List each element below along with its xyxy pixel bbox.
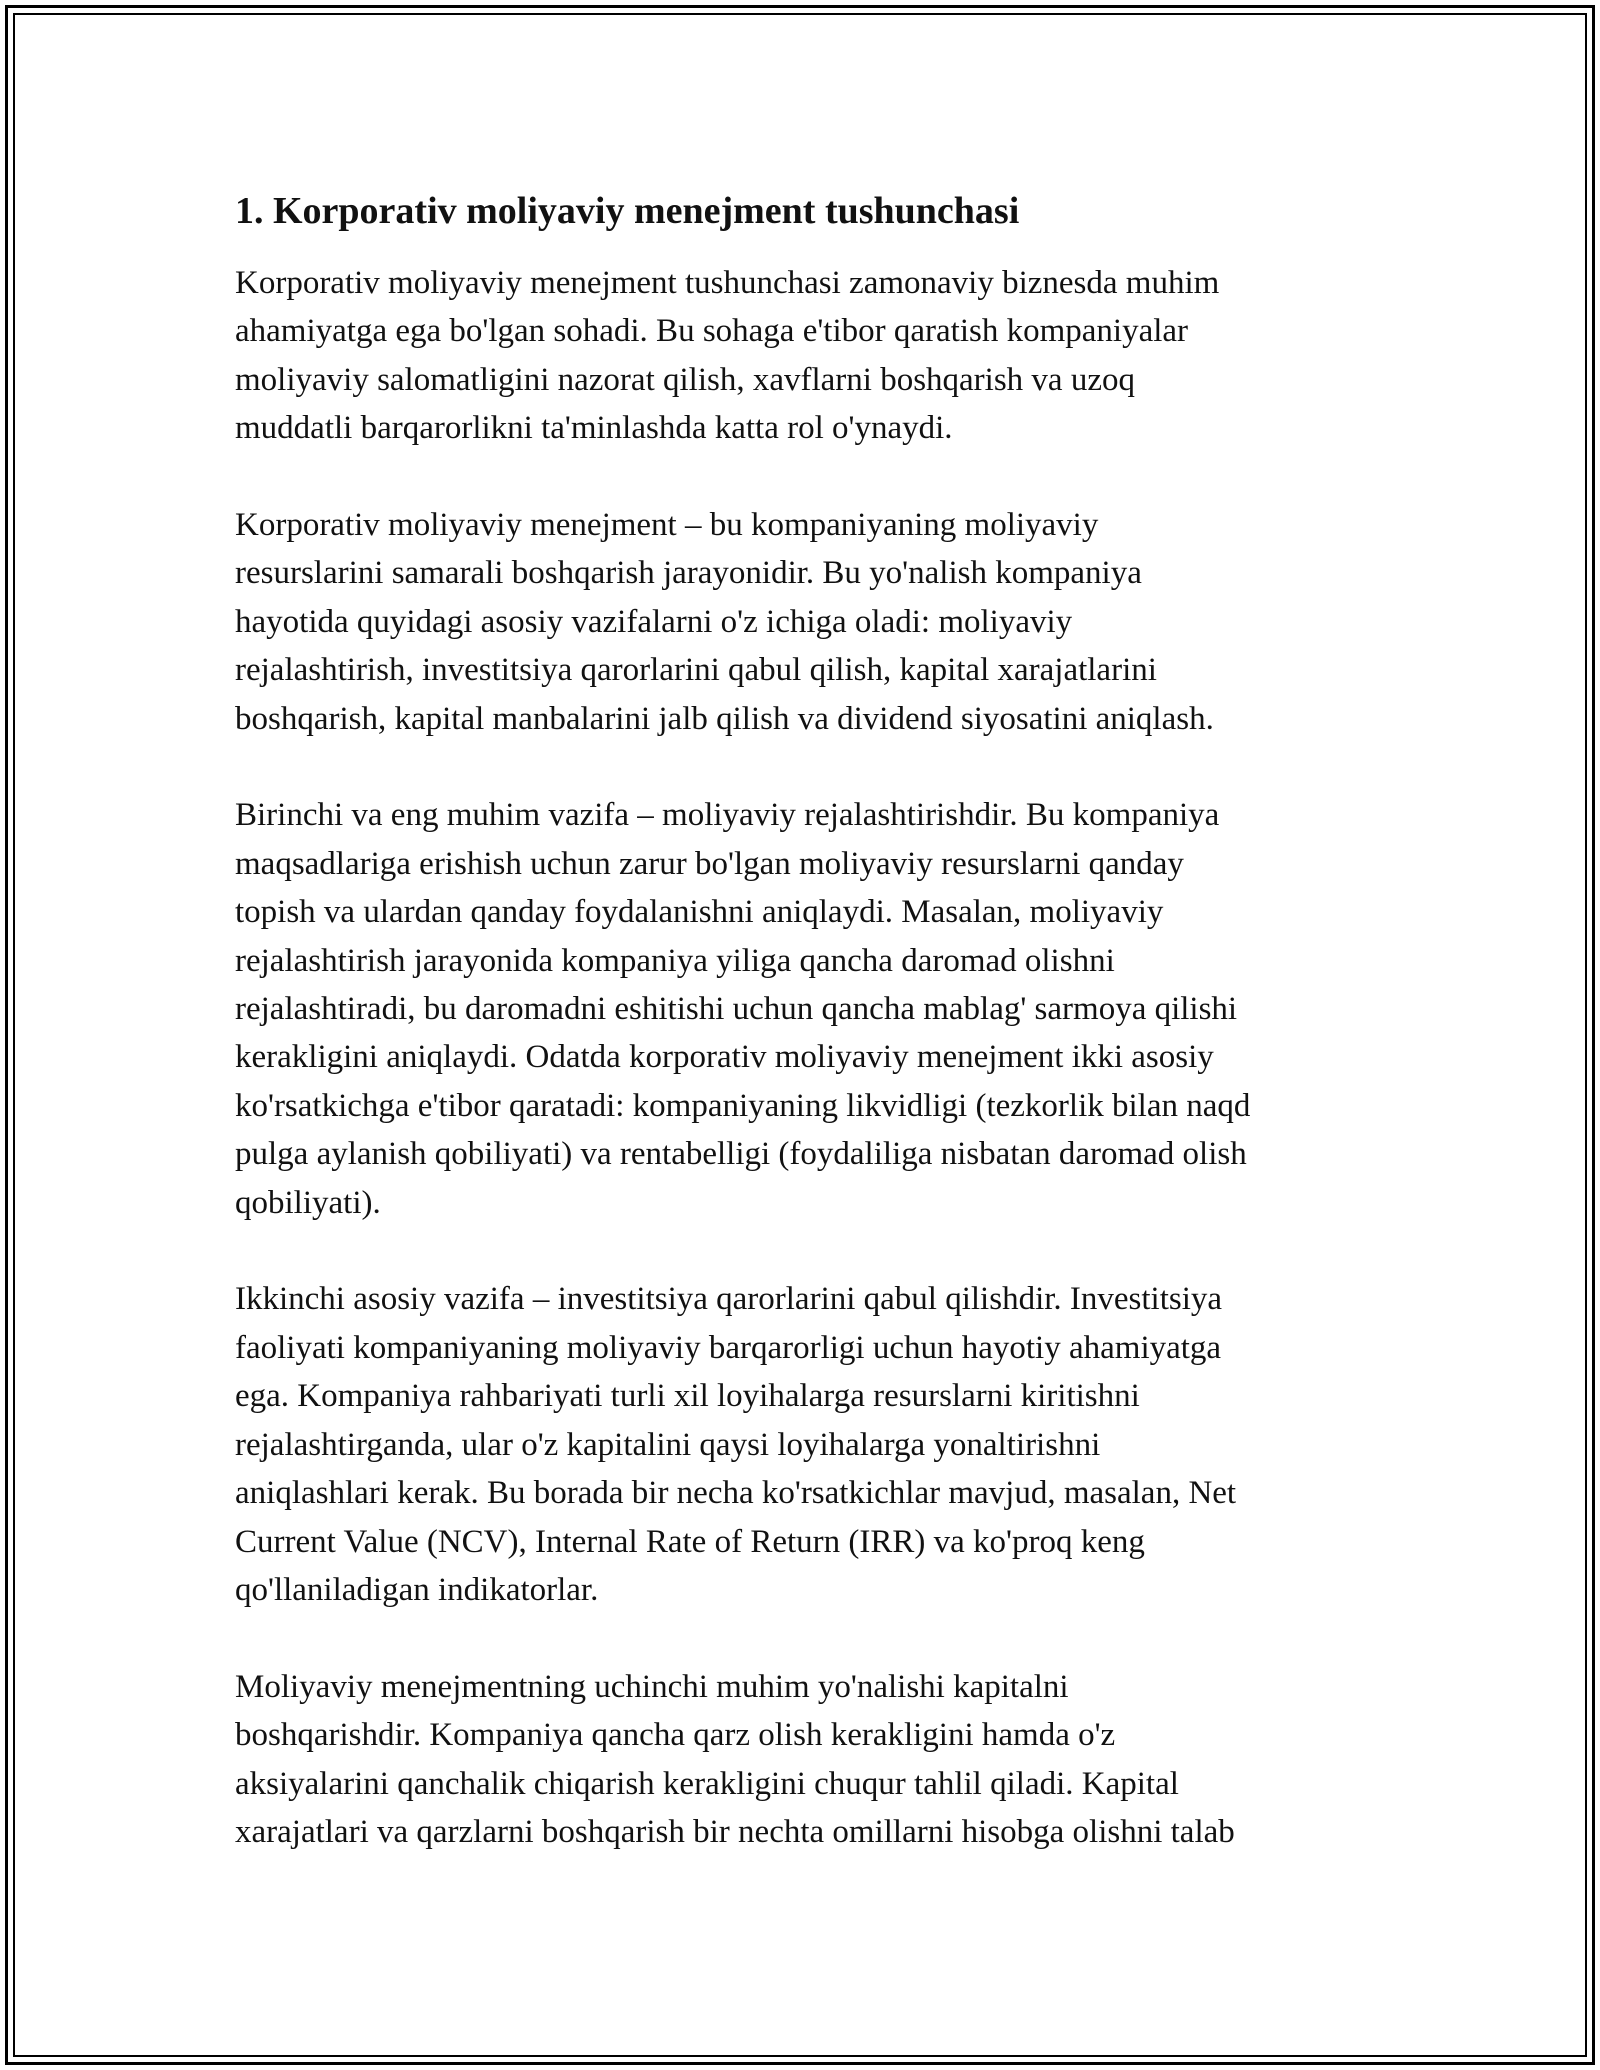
text-line: qobiliyati). — [235, 1184, 381, 1221]
text-line: rejalashtirish, investitsiya qarorlarini qabul qilish, kapital xarajatlarini — [235, 652, 1157, 689]
paragraph-5 — [235, 1663, 1375, 1857]
paragraph-4 — [235, 1275, 1375, 1614]
text-line: Birinchi va eng muhim vazifa – moliyaviy rejalashtirishdir. Bu kompaniya — [235, 797, 1220, 834]
text-line: ko'rsatkichga e'tibor qaratadi: kompaniyaning likvidligi (tezkorlik bilan naqd — [235, 1087, 1251, 1124]
text-line: Korporativ moliyaviy menejment tushunchasi zamonaviy biznesda muhim — [235, 265, 1220, 301]
paragraph-2 — [235, 501, 1375, 743]
document-body — [235, 186, 1375, 1905]
text-line: moliyaviy salomatligini nazorat qilish, xavflarni boshqarish va uzoq — [235, 361, 1135, 398]
text-line: rejalashtirish jarayonida kompaniya yiliga qancha daromad olishni — [235, 942, 1115, 979]
text-line: faoliyati kompaniyaning moliyaviy barqarorligi uchun hayotiy ahamiyatga — [235, 1329, 1222, 1366]
text-line: Moliyaviy menejmentning uchinchi muhim yo'nalishi kapitalni — [235, 1668, 1069, 1705]
text-line: rejalashtiradi, bu daromadni eshitishi uchun qancha mablag' sarmoya qilishi — [235, 991, 1238, 1028]
text-line: qo'llaniladigan indikatorlar. — [235, 1571, 599, 1608]
text-line: ahamiyatga ega bo'lgan sohadi. Bu sohaga e'tibor qaratish kompaniyalar — [235, 313, 1189, 350]
text-line: maqsadlariga erishish uchun zarur bo'lgan moliyaviy resurslarni qanday — [235, 845, 1184, 882]
text-line: boshqarish, kapital manbalarini jalb qilish va dividend siyosatini aniqlash. — [235, 700, 1214, 737]
text-line: Korporativ moliyaviy menejment – bu kompaniyaning moliyaviy — [235, 507, 1099, 544]
text-line: aniqlashlari kerak. Bu borada bir necha ko'rsatkichlar mavjud, masalan, Net — [235, 1475, 1237, 1512]
text-line: Ikkinchi asosiy vazifa – investitsiya qarorlarini qabul qilishdir. Investitsiya — [235, 1281, 1223, 1318]
text-line: pulga aylanish qobiliyati) va rentabelligi (foydaliliga nisbatan daromad olish — [235, 1136, 1247, 1173]
text-line: rejalashtirganda, ular o'z kapitalini qaysi loyihalarga yonaltirishni — [235, 1426, 1101, 1463]
text-line: topish va ulardan qanday foydalanishni aniqlaydi. Masalan, moliyaviy — [235, 894, 1164, 931]
text-line: muddatli barqarorlikni ta'minlashda katta rol o'ynaydi. — [235, 410, 953, 447]
text-line: resurslarini samarali boshqarish jarayonidir. Bu yo'nalish kompaniya — [235, 555, 1142, 592]
section-heading: 1. Korporativ moliyaviy menejment tushunchasi — [235, 190, 1020, 232]
text-line: Current Value (NCV), Internal Rate of Return (IRR) va ko'proq keng — [235, 1523, 1145, 1560]
paragraph-3 — [235, 791, 1375, 1227]
text-line: aksiyalarini qanchalik chiqarish kerakligini chuqur tahlil qiladi. Kapital — [235, 1765, 1179, 1802]
text-line: ega. Kompaniya rahbariyati turli xil loyihalarga resurslarni kiritishni — [235, 1378, 1140, 1415]
text-line: boshqarishdir. Kompaniya qancha qarz olish kerakligini hamda o'z — [235, 1717, 1116, 1754]
text-line: hayotida quyidagi asosiy vazifalarni o'z ichiga oladi: moliyaviy — [235, 603, 1073, 640]
text-line: xarajatlari va qarzlarni boshqarish bir nechta omillarni hisobga olishni talab — [235, 1813, 1235, 1850]
paragraph-1 — [235, 259, 1375, 453]
text-line: kerakligini aniqlaydi. Odatda korporativ moliyaviy menejment ikki asosiy — [235, 1039, 1214, 1076]
